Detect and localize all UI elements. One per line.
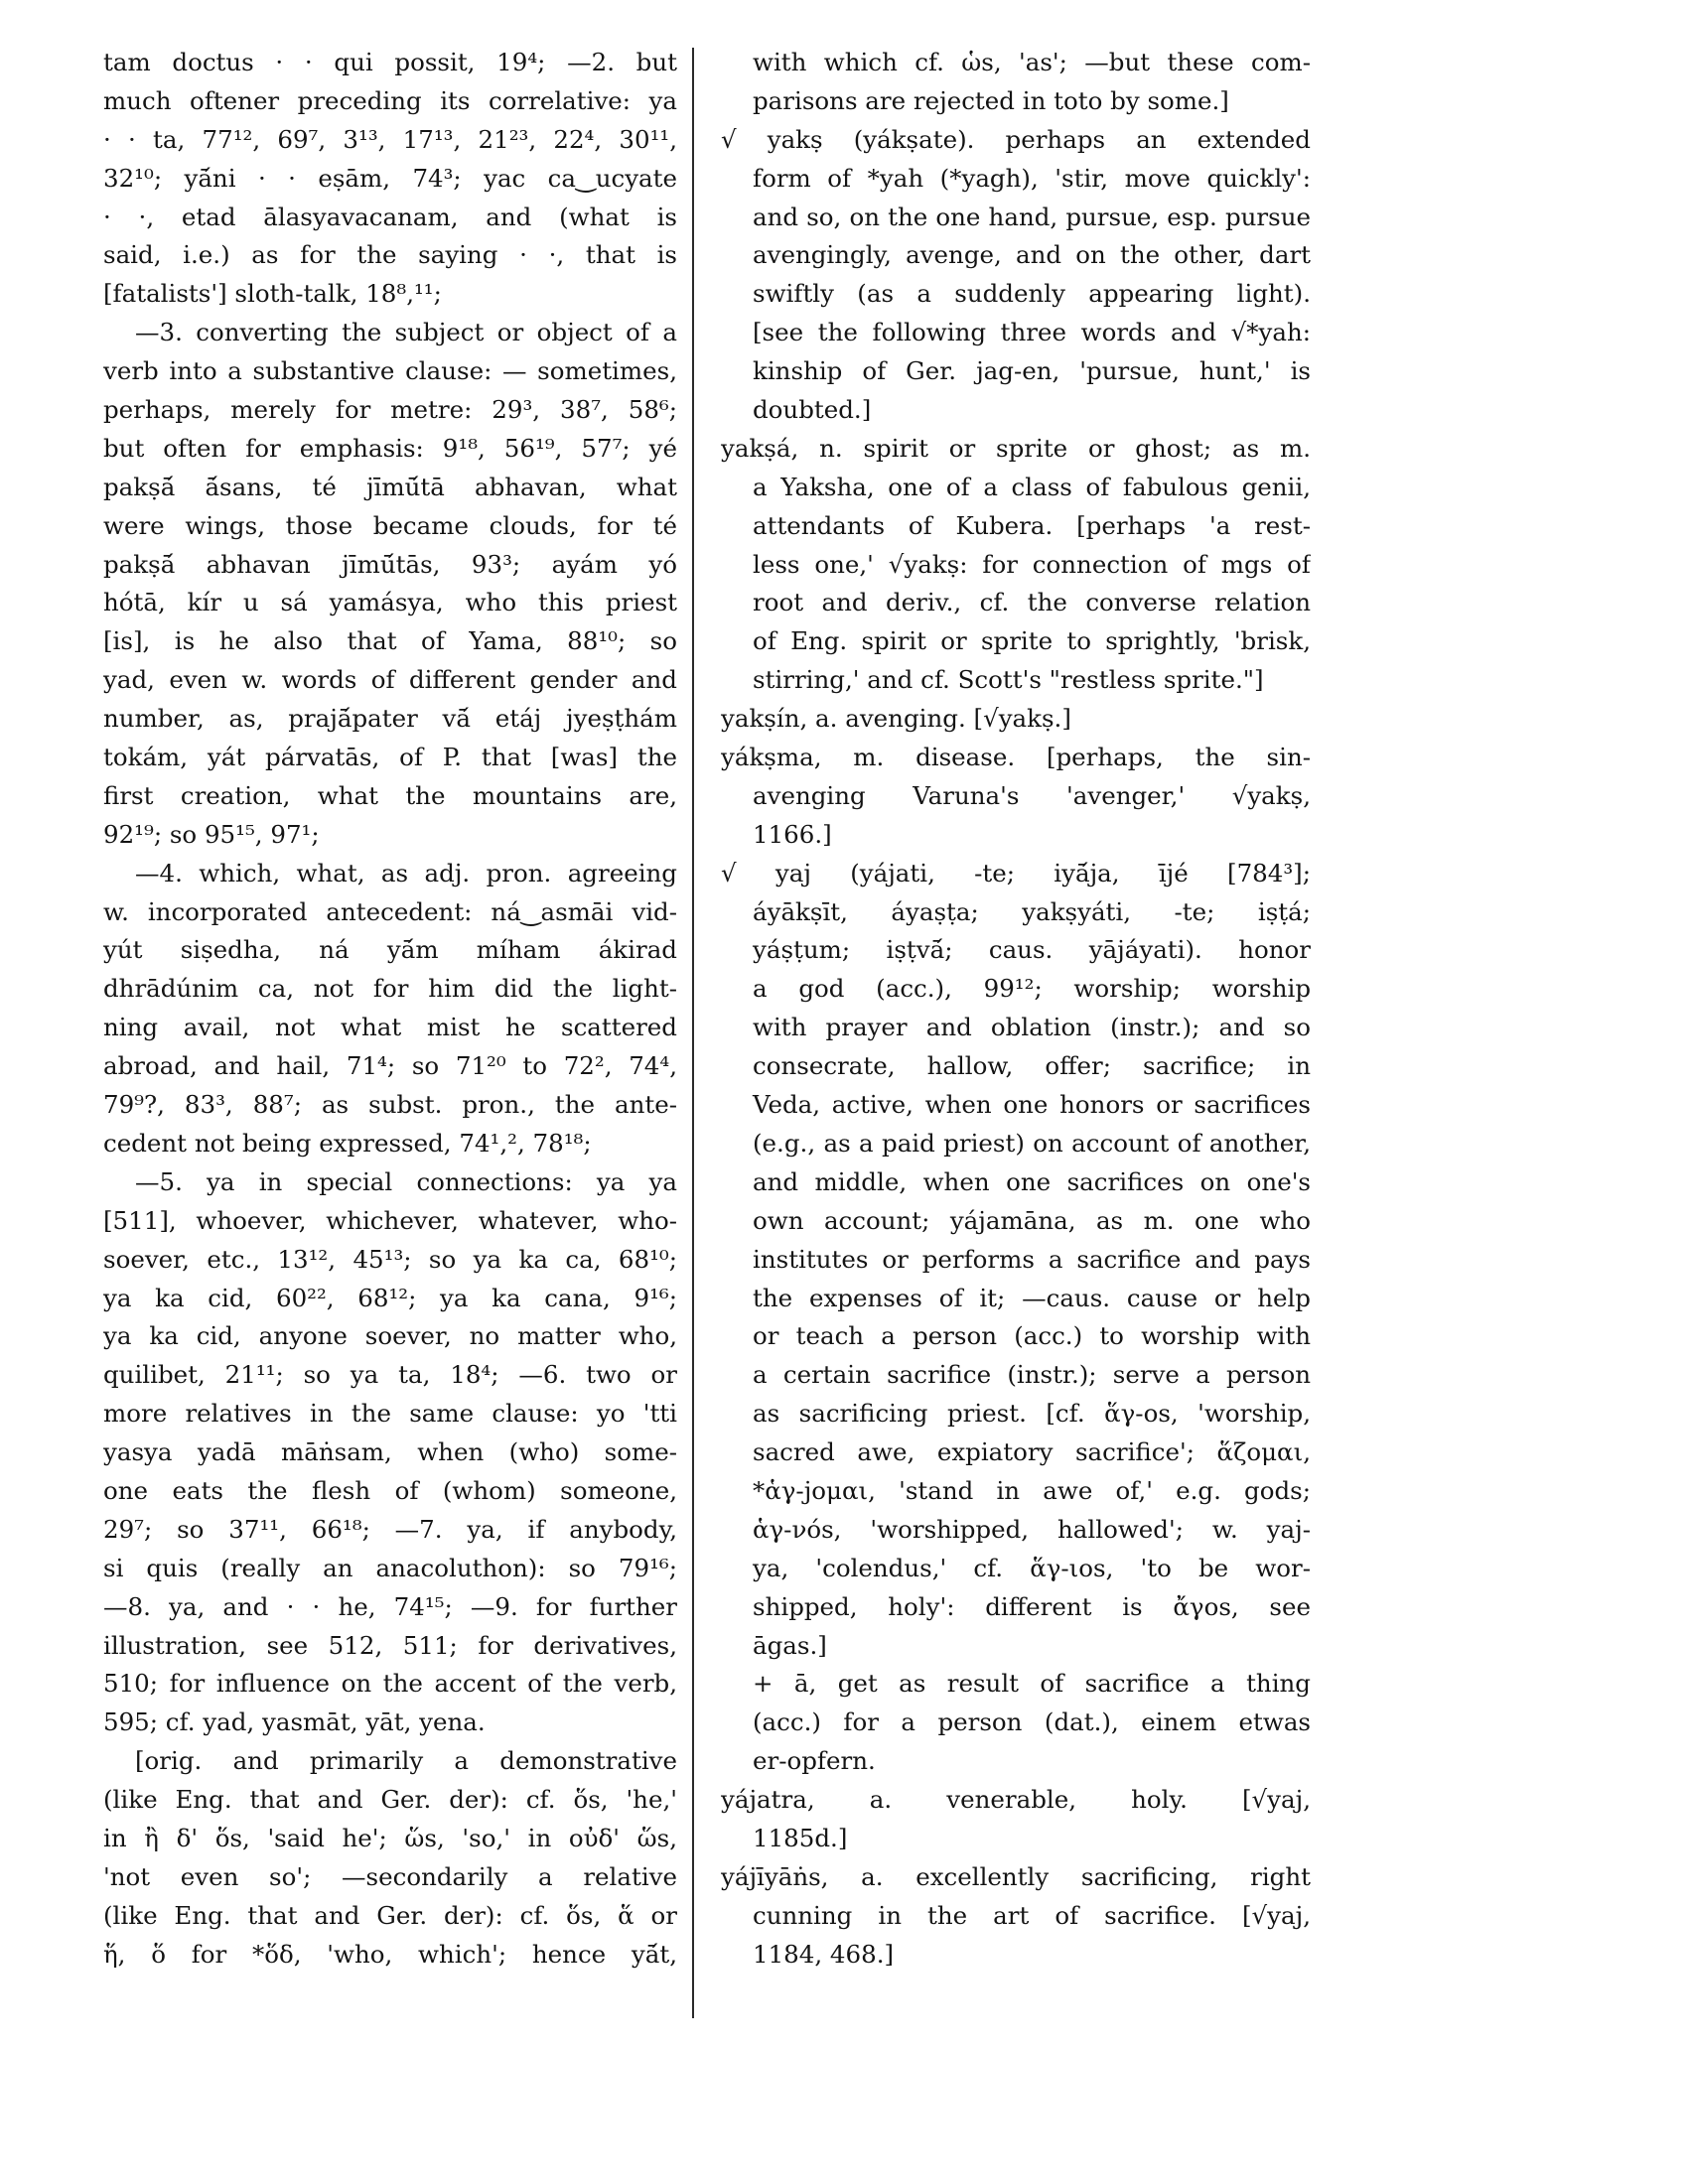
left-column-line: 32¹⁰; yā́ni · · eṣām, 74³; yac ca‿ucyate [103, 163, 677, 193]
right-column-line: *ἁγ-joμαι, 'stand in awe of,' e.g. gods; [753, 1475, 1311, 1505]
left-column-line: pakṣā́ abhavan jīmū́tās, 93³; ayám yó [103, 549, 677, 579]
right-column-line: and so, on the one hand, pursue, esp. pursue [753, 202, 1311, 231]
left-column-line: ya ka cid, anyone soever, no matter who, [103, 1321, 677, 1351]
left-column-line: yút siṣedha, ná yā́m míham ákirad [103, 935, 677, 965]
left-column-line: soever, etc., 13¹², 45¹³; so ya ka ca, 68¹⁰; [103, 1244, 677, 1274]
right-column-line: + ā, get as result of sacrifice a thing [753, 1669, 1311, 1699]
left-column-line: [fatalists'] sloth-talk, 18⁸,¹¹; [103, 279, 442, 309]
right-column-line: yáṣṭum; iṣṭvā́; caus. yājáyati). honor [753, 935, 1311, 965]
left-column-line: illustration, see 512, 511; for derivatives, [103, 1630, 677, 1660]
right-column-line: own account; yájamāna, as m. one who [753, 1205, 1311, 1235]
left-column-line: yasya yadā māṅsam, when (who) some- [103, 1437, 677, 1467]
left-column-line: 595; cf. yad, yasmāt, yāt, yena. [103, 1707, 486, 1737]
left-column-line: —8. ya, and · · he, 74¹⁵; —9. for further [103, 1591, 677, 1621]
column-divider [692, 48, 694, 2018]
right-column-line: or teach a person (acc.) to worship with [753, 1321, 1311, 1351]
right-column-line: ἁγ-νόs, 'worshipped, hallowed'; w. yaj- [753, 1514, 1311, 1544]
left-column-line: tokám, yát párvatās, of P. that [was] the [103, 743, 677, 772]
left-column-line: si quis (really an anacoluthon): so 79¹⁶; [103, 1553, 677, 1582]
left-column-line: 510; for influence on the accent of the verb, [103, 1669, 677, 1699]
right-column-line: parisons are rejected in toto by some.] [753, 85, 1229, 115]
left-column-line: —4. which, what, as adj. pron. agreeing [135, 858, 677, 887]
right-column-line: √ yakṣ (yákṣate). perhaps an extended [721, 124, 1311, 154]
right-column-line: doubted.] [753, 395, 872, 425]
right-column-line: as sacrificing priest. [cf. ἅγ-os, 'worship, [753, 1399, 1311, 1429]
right-column-line: [see the following three words and √*yah: [753, 318, 1311, 347]
right-column-line: āgas.] [753, 1630, 827, 1660]
left-column-line: [511], whoever, whichever, whatever, who- [103, 1205, 677, 1235]
right-column-line: less one,' √yakṣ: for connection of mgs of [753, 549, 1311, 579]
left-column-line: 79⁹?, 83³, 88⁷; as subst. pron., the ante- [103, 1090, 677, 1120]
right-column-line: sacred awe, expiatory sacrifice'; ἅζομαι, [753, 1437, 1311, 1467]
left-column-line: but often for emphasis: 9¹⁸, 56¹⁹, 57⁷; yé [103, 433, 677, 463]
left-column-line: pakṣā́ ā́sans, té jīmū́tā abhavan, what [103, 472, 677, 501]
right-column-line: form of *yah (*yagh), 'stir, move quickly': [753, 163, 1311, 193]
right-column-line: yájatra, a. venerable, holy. [√yaj, [721, 1785, 1311, 1815]
left-column-line: 92¹⁹; so 95¹⁵, 97¹; [103, 819, 320, 849]
left-column-line: first creation, what the mountains are, [103, 780, 677, 810]
left-column-line: ning avail, not what mist he scattered [103, 1013, 677, 1042]
left-column-line: 'not even so'; —secondarily a relative [103, 1861, 677, 1891]
left-column-line: were wings, those became clouds, for té [103, 510, 677, 540]
right-column-line: shipped, holy': different is ἄγοs, see [753, 1591, 1311, 1621]
left-column-line: quilibet, 21¹¹; so ya ta, 18⁴; —6. two or [103, 1360, 677, 1390]
right-column-line: er-opfern. [753, 1746, 876, 1776]
right-column-line: of Eng. spirit or sprite to sprightly, 'brisk, [753, 626, 1311, 656]
right-column-line: attendants of Kubera. [perhaps 'a rest- [753, 510, 1311, 540]
right-column-line: institutes or performs a sacrifice and pays [753, 1244, 1311, 1274]
right-column-line: root and deriv., cf. the converse relation [753, 588, 1311, 617]
right-column [721, 44, 1311, 1975]
left-column-line: (like Eng. that and Ger. der): cf. ὅs, 'he,' [103, 1785, 677, 1815]
left-column-line: yad, even w. words of different gender and [103, 665, 677, 695]
left-column-line: · · ta, 77¹², 69⁷, 3¹³, 17¹³, 21²³, 22⁴, 30¹¹, [103, 124, 677, 154]
left-column-line: —5. ya in special connections: ya ya [135, 1166, 677, 1196]
left-column-line: abroad, and hail, 71⁴; so 71²⁰ to 72², 74⁴, [103, 1051, 677, 1081]
right-column-line: Veda, active, when one honors or sacrifices [753, 1090, 1311, 1120]
left-column [103, 44, 677, 1975]
left-column-line: [is], is he also that of Yama, 88¹⁰; so [103, 626, 677, 656]
right-column-line: with prayer and oblation (instr.); and so [753, 1013, 1311, 1042]
right-column-line: yákṣma, m. disease. [perhaps, the sin- [721, 743, 1311, 772]
right-column-line: √ yaj (yájati, -te; iyā́ja, ījé [784³]; [721, 858, 1311, 887]
right-column-line: yakṣá, n. spirit or sprite or ghost; as m. [721, 433, 1311, 463]
right-column-line: yakṣín, a. avenging. [√yakṣ.] [721, 704, 1071, 734]
left-column-line: ya ka cid, 60²², 68¹²; ya ka cana, 9¹⁶; [103, 1283, 677, 1312]
right-column-line: (e.g., as a paid priest) on account of another, [753, 1128, 1311, 1158]
right-column-line: a god (acc.), 99¹²; worship; worship [753, 974, 1311, 1004]
left-column-line: tam doctus · · qui possit, 19⁴; —2. but [103, 48, 677, 76]
left-column-line: dhrādúnim ca, not for him did the light- [103, 974, 677, 1004]
right-column-line: a Yaksha, one of a class of fabulous genii, [753, 472, 1311, 501]
right-column-line: a certain sacrifice (instr.); serve a person [753, 1360, 1311, 1390]
right-column-line: with which cf. ὡs, 'as'; —but these com- [753, 48, 1311, 76]
left-column-line: perhaps, merely for metre: 29³, 38⁷, 58⁶; [103, 395, 677, 425]
right-column-line: and middle, when one sacrifices on one's [753, 1166, 1311, 1196]
left-column-line: cedent not being expressed, 74¹,², 78¹⁸; [103, 1128, 592, 1158]
left-column-line: number, as, prajā́pater vā́ etáj jyeṣṭhám [103, 704, 677, 734]
left-column-line: [orig. and primarily a demonstrative [135, 1746, 677, 1776]
right-column-line: the expenses of it; —caus. cause or help [753, 1283, 1311, 1312]
left-column-line: hótā, kír u sá yamásya, who this priest [103, 588, 677, 617]
right-column-line: (acc.) for a person (dat.), einem etwas [753, 1707, 1311, 1737]
left-column-line: much oftener preceding its correlative: ya [103, 85, 677, 115]
right-column-line: avenging Varuna's 'avenger,' √yakṣ, [753, 780, 1311, 810]
right-column-line: swiftly (as a suddenly appearing light). [753, 279, 1311, 309]
right-column-line: 1184, 468.] [753, 1939, 895, 1969]
left-column-line: more relatives in the same clause: yo 'tti [103, 1399, 677, 1429]
left-column-line: one eats the flesh of (whom) someone, [103, 1475, 677, 1505]
right-column-line: stirring,' and cf. Scott's "restless sprite."] [753, 665, 1264, 695]
left-column-line: verb into a substantive clause: — sometimes, [103, 356, 677, 386]
right-column-line: consecrate, hallow, offer; sacrifice; in [753, 1051, 1311, 1081]
right-column-line: avengingly, avenge, and on the other, dart [753, 240, 1311, 270]
left-column-line: 29⁷; so 37¹¹, 66¹⁸; —7. ya, if anybody, [103, 1514, 677, 1544]
right-column-line: kinship of Ger. jag-en, 'pursue, hunt,' is [753, 356, 1311, 386]
left-column-line: · ·, etad ālasyavacanam, and (what is [103, 202, 677, 231]
left-column-line: w. incorporated antecedent: ná‿asmāi vid- [103, 896, 677, 926]
left-column-line: in ἢ δ' ὅs, 'said he'; ὥs, 'so,' in οὐδ' ὥs, [103, 1823, 677, 1852]
left-column-line: (like Eng. that and Ger. der): cf. ὅs, ἅ or [103, 1900, 677, 1930]
right-column-line: 1166.] [753, 819, 832, 849]
right-column-line: yájīyāṅs, a. excellently sacrificing, right [721, 1861, 1311, 1891]
right-column-line: áyākṣīt, áyaṣṭa; yakṣyáti, -te; iṣṭá; [753, 896, 1311, 926]
left-column-line: said, i.e.) as for the saying · ·, that is [103, 240, 677, 270]
right-column-line: cunning in the art of sacrifice. [√yaj, [753, 1900, 1311, 1930]
right-column-line: ya, 'colendus,' cf. ἅγ-ιοs, 'to be wor- [753, 1553, 1311, 1582]
right-column-line: 1185d.] [753, 1823, 848, 1852]
left-column-line: ἥ, ὅ for *ὅδ, 'who, which'; hence yā́t, [103, 1939, 677, 1969]
left-column-line: —3. converting the subject or object of a [135, 318, 677, 347]
